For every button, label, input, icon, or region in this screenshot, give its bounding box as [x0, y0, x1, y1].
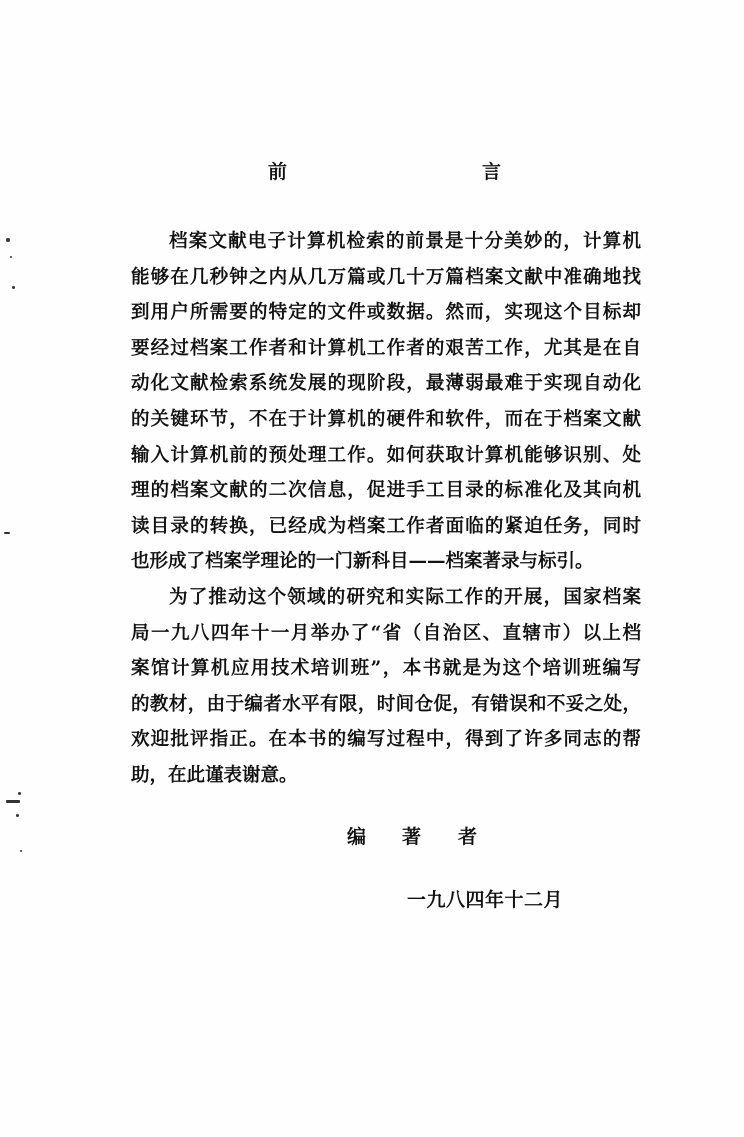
text-line: 档案文献电子计算机检索的前景是十分美妙的，计算机: [169, 231, 641, 252]
preface-heading: [0, 157, 744, 187]
text-line: 能够在几秒钟之内从几万篇或几十万篇档案文献中准确地找: [131, 266, 641, 288]
scan-speck: [6, 238, 10, 242]
scan-speck: [16, 814, 19, 817]
text-line: 助，在此谨表谢意。: [131, 764, 298, 786]
text-line: 欢迎批评指正。在本书的编写过程中，得到了许多同志的帮: [131, 729, 641, 751]
text-line: 为了推动这个领域的研究和实际工作的开展，国家档案: [169, 586, 641, 608]
scan-speck: [18, 792, 21, 795]
scan-speck: [20, 850, 22, 852]
signature-char-1: 编: [347, 826, 367, 848]
text-line: 也形成了档案学理论的一门新科目——档案著录与标引。: [131, 551, 594, 573]
author-signature: [0, 822, 744, 852]
date-line: 一九八四年十二月: [407, 889, 564, 911]
text-line: 要经过档案工作者和计算机工作者的艰苦工作，尤其是在自: [131, 337, 641, 359]
heading-char-1: 前: [268, 161, 288, 183]
scan-speck: [10, 256, 12, 258]
scan-speck: [12, 286, 15, 289]
text-line: 读目录的转换，已经成为档案工作者面临的紧迫任务，同时: [131, 515, 641, 537]
signature-char-3: 者: [458, 826, 478, 848]
text-line: 到用户所需要的特定的文件或数据。然而，实现这个目标却: [131, 302, 641, 324]
text-line: 的教材，由于编者水平有限，时间仓促，有错误和不妥之处，: [131, 693, 641, 715]
scan-speck: [4, 532, 10, 534]
text-line: 输入计算机前的预处理工作。如何获取计算机能够识别、处: [131, 444, 641, 466]
text-line: 的关键环节，不在于计算机的硬件和软件，而在于档案文献: [131, 408, 641, 430]
heading-char-2: 言: [482, 161, 502, 183]
text-line: 案馆计算机应用技术培训班”，本书就是为这个培训班编写: [131, 658, 641, 680]
text-line: 理的档案文献的二次信息，促进手工目录的标准化及其向机: [131, 480, 641, 502]
signature-char-2: 著: [402, 826, 422, 848]
text-line: 动化文献检索系统发展的现阶段，最薄弱最难于实现自动化: [131, 373, 641, 395]
scan-speck: [6, 800, 20, 803]
text-line: 局一九八四年十一月举办了“省（自治区、直辖市）以上档: [131, 622, 641, 644]
preface-body: [131, 224, 641, 794]
